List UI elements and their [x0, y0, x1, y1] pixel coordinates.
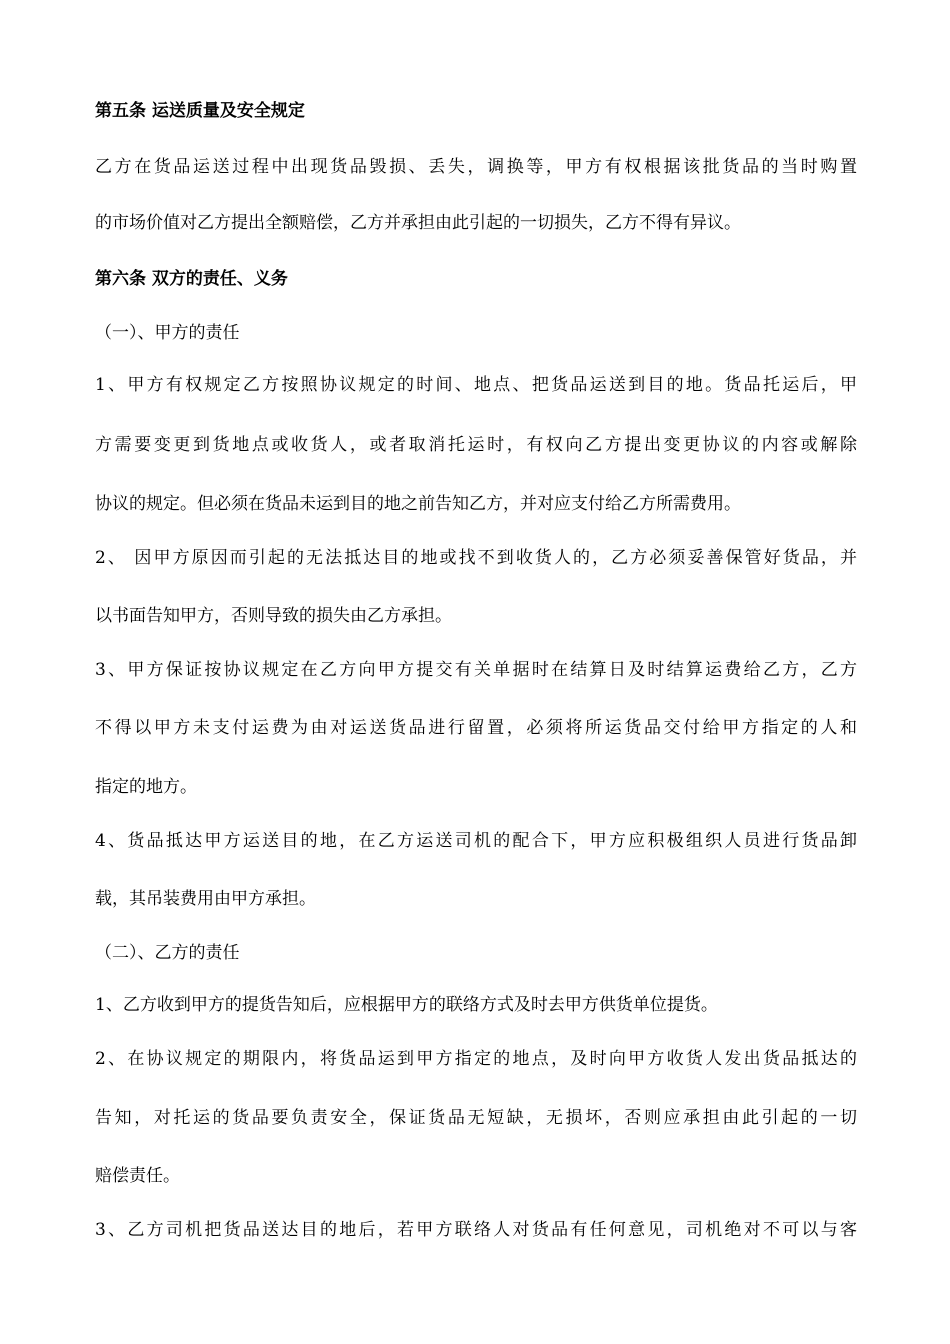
article-5-paragraph-line-2: 的市场价值对乙方提出全额赔偿，乙方并承担由此引起的一切损失，乙方不得有异议。 — [95, 213, 741, 233]
party-b-subheading: （二）、乙方的责任 — [95, 943, 240, 963]
party-a-subheading: （一）、甲方的责任 — [95, 323, 240, 343]
party-a-item-1-line-3: 协议的规定。但必须在货品未运到目的地之前告知乙方，并对应支付给乙方所需费用。 — [95, 494, 741, 514]
party-a-item-2-line-2: 以书面告知甲方，否则导致的损失由乙方承担。 — [95, 606, 452, 626]
party-b-item-1: 1、乙方收到甲方的提货告知后，应根据甲方的联络方式及时去甲方供货单位提货。 — [95, 995, 718, 1015]
party-a-item-3-line-1: 3、甲方保证按协议规定在乙方向甲方提交有关单据时在结算日及时结算运费给乙方，乙方 — [95, 660, 857, 680]
party-a-item-4-line-1: 4、货品抵达甲方运送目的地，在乙方运送司机的配合下，甲方应积极组织人员进行货品卸 — [95, 831, 857, 851]
party-b-item-3-line-1: 3、乙方司机把货品送达目的地后，若甲方联络人对货品有任何意见，司机绝对不可以与客 — [95, 1220, 857, 1240]
party-b-item-2-line-3: 赔偿责任。 — [95, 1166, 180, 1186]
party-a-item-1-line-2: 方需要变更到货地点或收货人，或者取消托运时，有权向乙方提出变更协议的内容或解除 — [95, 435, 857, 455]
party-a-item-3-line-3: 指定的地方。 — [95, 777, 197, 797]
article-5-heading: 第五条 运送质量及安全规定 — [95, 101, 305, 121]
party-a-item-3-line-2: 不得以甲方未支付运费为由对运送货品进行留置，必须将所运货品交付给甲方指定的人和 — [95, 718, 857, 738]
article-6-heading: 第六条 双方的责任、义务 — [95, 269, 288, 289]
party-b-item-2-line-2: 告知，对托运的货品要负责安全，保证货品无短缺，无损坏，否则应承担由此引起的一切 — [95, 1108, 857, 1128]
party-b-item-2-line-1: 2、在协议规定的期限内，将货品运到甲方指定的地点，及时向甲方收货人发出货品抵达的 — [95, 1049, 857, 1069]
party-a-item-2-line-1: 2、 因甲方原因而引起的无法抵达目的地或找不到收货人的，乙方必须妥善保管好货品，并 — [95, 548, 857, 568]
party-a-item-1-line-1: 1、甲方有权规定乙方按照协议规定的时间、地点、把货品运送到目的地。货品托运后，甲 — [95, 375, 857, 395]
party-a-item-4-line-2: 载，其吊装费用由甲方承担。 — [95, 889, 316, 909]
article-5-paragraph-line-1: 乙方在货品运送过程中出现货品毁损、丢失，调换等，甲方有权根据该批货品的当时购置 — [95, 157, 857, 177]
